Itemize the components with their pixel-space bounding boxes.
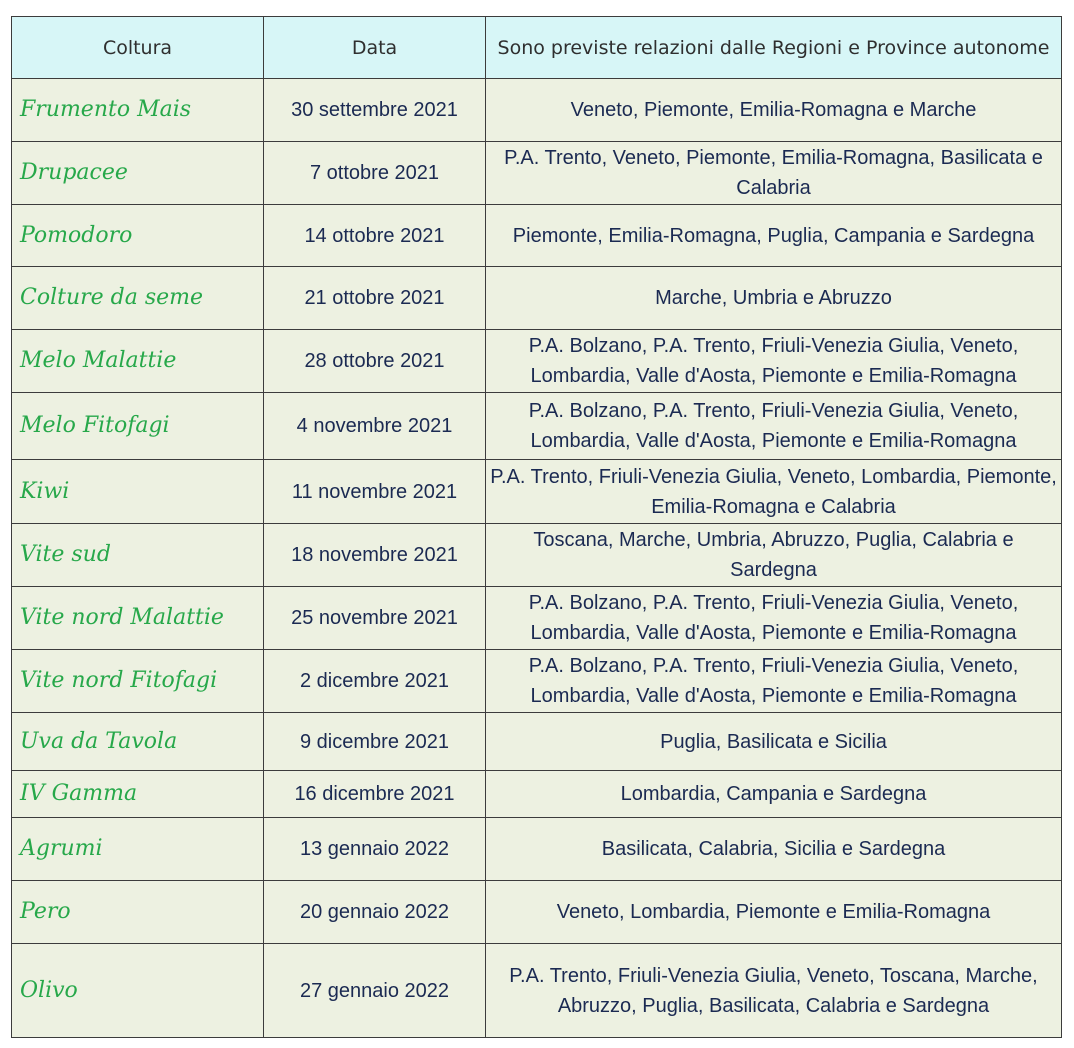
regions-cell: Piemonte, Emilia-Romagna, Puglia, Campania e Sardegna <box>486 205 1062 267</box>
crop-cell: Frumento Mais <box>12 79 264 142</box>
date-cell: 14 ottobre 2021 <box>264 205 486 267</box>
table-row <box>12 330 1062 393</box>
date-cell: 21 ottobre 2021 <box>264 267 486 330</box>
crop-cell: Melo Fitofagi <box>12 393 264 460</box>
header-crop: Coltura <box>12 17 264 79</box>
date-cell: 4 novembre 2021 <box>264 393 486 460</box>
date-cell: 2 dicembre 2021 <box>264 650 486 713</box>
regions-cell: P.A. Bolzano, P.A. Trento, Friuli-Venezia Giulia, Veneto, Lombardia, Valle d'Aosta, Piemonte e Emilia-Romagna <box>486 393 1062 460</box>
date-cell: 13 gennaio 2022 <box>264 818 486 881</box>
table-row <box>12 881 1062 944</box>
regions-cell: P.A. Bolzano, P.A. Trento, Friuli-Venezia Giulia, Veneto, Lombardia, Valle d'Aosta, Piemonte e Emilia-Romagna <box>486 330 1062 393</box>
date-cell: 16 dicembre 2021 <box>264 771 486 818</box>
date-cell: 28 ottobre 2021 <box>264 330 486 393</box>
regions-cell: Toscana, Marche, Umbria, Abruzzo, Puglia, Calabria e Sardegna <box>486 524 1062 587</box>
crop-cell: Vite sud <box>12 524 264 587</box>
table-row <box>12 713 1062 771</box>
crop-cell: IV Gamma <box>12 771 264 818</box>
schedule-table <box>11 16 1062 1038</box>
table-row <box>12 393 1062 460</box>
crop-cell: Kiwi <box>12 460 264 524</box>
table-row <box>12 524 1062 587</box>
table-row <box>12 771 1062 818</box>
regions-cell: Puglia, Basilicata e Sicilia <box>486 713 1062 771</box>
date-cell: 20 gennaio 2022 <box>264 881 486 944</box>
date-cell: 11 novembre 2021 <box>264 460 486 524</box>
regions-cell: P.A. Trento, Friuli-Venezia Giulia, Veneto, Lombardia, Piemonte, Emilia-Romagna e Calabria <box>486 460 1062 524</box>
table-row <box>12 587 1062 650</box>
crop-cell: Uva da Tavola <box>12 713 264 771</box>
crop-cell: Drupacee <box>12 142 264 205</box>
regions-cell: Lombardia, Campania e Sardegna <box>486 771 1062 818</box>
date-cell: 30 settembre 2021 <box>264 79 486 142</box>
regions-cell: Veneto, Piemonte, Emilia-Romagna e Marche <box>486 79 1062 142</box>
crop-cell: Vite nord Fitofagi <box>12 650 264 713</box>
crop-cell: Olivo <box>12 944 264 1038</box>
table-row <box>12 460 1062 524</box>
regions-cell: Basilicata, Calabria, Sicilia e Sardegna <box>486 818 1062 881</box>
crop-cell: Vite nord Malattie <box>12 587 264 650</box>
regions-cell: P.A. Bolzano, P.A. Trento, Friuli-Venezia Giulia, Veneto, Lombardia, Valle d'Aosta, Piemonte e Emilia-Romagna <box>486 587 1062 650</box>
header-regions: Sono previste relazioni dalle Regioni e Province autonome <box>486 17 1062 79</box>
crop-cell: Melo Malattie <box>12 330 264 393</box>
crop-cell: Pomodoro <box>12 205 264 267</box>
table-row <box>12 142 1062 205</box>
table-row <box>12 267 1062 330</box>
table-row <box>12 818 1062 881</box>
table-row <box>12 650 1062 713</box>
regions-cell: P.A. Trento, Veneto, Piemonte, Emilia-Romagna, Basilicata e Calabria <box>486 142 1062 205</box>
date-cell: 18 novembre 2021 <box>264 524 486 587</box>
regions-cell: Veneto, Lombardia, Piemonte e Emilia-Romagna <box>486 881 1062 944</box>
date-cell: 7 ottobre 2021 <box>264 142 486 205</box>
header-row <box>12 17 1062 79</box>
date-cell: 25 novembre 2021 <box>264 587 486 650</box>
crop-cell: Pero <box>12 881 264 944</box>
header-date: Data <box>264 17 486 79</box>
date-cell: 27 gennaio 2022 <box>264 944 486 1038</box>
table-row <box>12 79 1062 142</box>
regions-cell: P.A. Trento, Friuli-Venezia Giulia, Veneto, Toscana, Marche, Abruzzo, Puglia, Basilicata, Calabria e Sardegna <box>486 944 1062 1038</box>
crop-cell: Colture da seme <box>12 267 264 330</box>
crop-cell: Agrumi <box>12 818 264 881</box>
regions-cell: P.A. Bolzano, P.A. Trento, Friuli-Venezia Giulia, Veneto, Lombardia, Valle d'Aosta, Piemonte e Emilia-Romagna <box>486 650 1062 713</box>
regions-cell: Marche, Umbria e Abruzzo <box>486 267 1062 330</box>
date-cell: 9 dicembre 2021 <box>264 713 486 771</box>
table-row <box>12 944 1062 1038</box>
table-row <box>12 205 1062 267</box>
